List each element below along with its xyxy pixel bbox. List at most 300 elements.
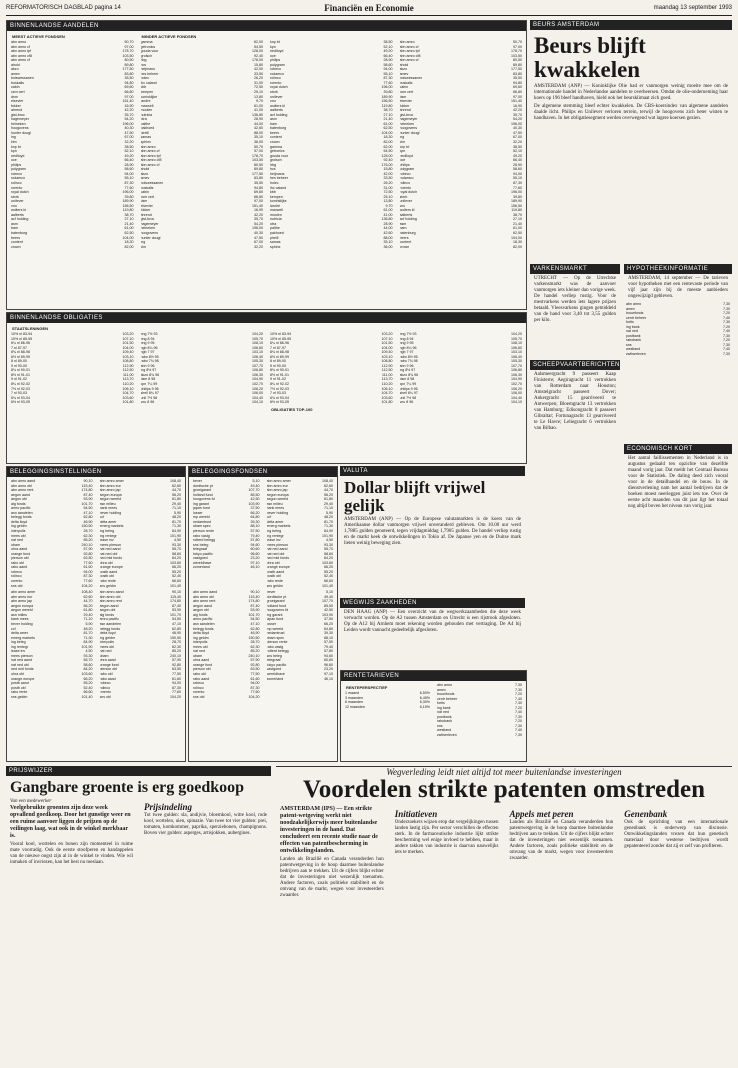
row-value: 101,40 — [322, 583, 333, 588]
row-value: 6,50% — [419, 691, 430, 695]
row-value: 35,10 — [254, 135, 263, 140]
row-label: ngb 8¼ 96 — [399, 345, 417, 350]
row-value: 94,60 — [250, 542, 260, 547]
row-label: cabin — [399, 85, 409, 90]
row-label: 6½ nl 93-05 — [270, 400, 289, 405]
row-value: 178,70 — [252, 153, 263, 158]
row-label: obam spec — [193, 524, 211, 529]
row-value: 7,40 — [515, 696, 522, 701]
row-value: 52,10 — [383, 44, 393, 49]
row-label: ing rentegr — [99, 533, 117, 538]
row-value: 90,10 — [172, 590, 181, 595]
row-value: 7,30 — [515, 701, 522, 706]
row-label: wolters kl — [399, 208, 415, 213]
table-row — [9, 695, 95, 700]
row-value: 55,70 — [172, 547, 181, 552]
rente-subheader: RENTEPERSPECTIEF — [346, 685, 388, 690]
row-label: ing beleg — [99, 529, 115, 534]
row-value: 40,30 — [254, 230, 263, 235]
row-label: amro pacific — [11, 506, 31, 511]
row-label: ccf — [11, 626, 16, 631]
row-value: 119,80 — [122, 208, 134, 213]
row-value: 49,40 — [324, 594, 333, 599]
row-label: sns obl — [11, 583, 23, 588]
row-label: content — [11, 240, 23, 245]
masthead — [6, 3, 732, 16]
row-value: 50,70 — [254, 144, 263, 149]
fondsen-table-4 — [265, 590, 336, 699]
table-row — [139, 400, 266, 405]
row-value: 54,50 — [250, 617, 260, 622]
row-value: 93,30 — [172, 542, 181, 547]
row-label: abn amro aand — [99, 590, 124, 595]
row-label: bng 8 94 — [399, 336, 414, 341]
row-value: 61,00 — [124, 226, 134, 231]
row-value: 36,00 — [383, 244, 393, 249]
row-value: 55,70 — [83, 658, 93, 663]
row-label: nedamtrust — [193, 519, 211, 524]
row-value: 174,80 — [81, 488, 93, 493]
row-label: 7 nl 93-03 — [270, 391, 286, 396]
row-label: nat ned — [626, 329, 638, 334]
row-value: 53,90 — [172, 608, 181, 613]
row-label: zomerland — [266, 676, 284, 681]
patenten-subhead-2: Appels met peren — [509, 809, 574, 819]
row-label: aegon aand — [99, 603, 119, 608]
row-label: aegon wereld — [99, 497, 122, 502]
row-value: 15,80 — [254, 62, 263, 67]
row-value: 150,50 — [170, 635, 181, 640]
row-value: 101,80 — [122, 400, 134, 405]
row-value: 62,50 — [124, 230, 134, 235]
row-value: 39,80 — [124, 194, 134, 199]
row-label: nat ned aand — [266, 547, 288, 552]
row-label: ahold — [399, 62, 409, 67]
row-value: 97,10 — [250, 560, 260, 565]
row-value: 96,60 — [324, 662, 333, 667]
beurs-headline: Beurs blijft kwakkelen — [534, 33, 646, 82]
table-row — [624, 352, 732, 357]
scheepvaart-header: SCHEEPVAARTBERICHTEN — [530, 360, 620, 370]
row-label: robeco — [11, 569, 22, 574]
row-value: 96,60 — [250, 551, 260, 556]
row-label: maxwell — [140, 103, 154, 108]
row-label: bever — [193, 479, 202, 483]
row-label: abn amro cf — [140, 149, 160, 154]
row-label: landré — [270, 203, 280, 208]
row-value: 107,10 — [122, 336, 134, 341]
row-value: 28,90 — [383, 221, 393, 226]
row-value: 196,00 — [381, 85, 393, 90]
row-value: 7,40 — [723, 347, 730, 352]
row-value: 21,40 — [124, 221, 134, 226]
row-value: 38,70 — [383, 108, 393, 113]
row-value: 156,50 — [381, 99, 393, 104]
row-value: 178,70 — [122, 49, 134, 54]
row-label: westland — [437, 728, 452, 733]
row-label: shell 8¼ 97 — [399, 391, 418, 396]
row-label: stork — [270, 90, 278, 95]
row-label: aegon aand — [11, 492, 30, 497]
row-label: sns obl — [99, 694, 111, 699]
row-label: abn 9 96 — [140, 363, 155, 368]
row-label: ohra obl — [99, 560, 113, 565]
row-value: 37,50 — [324, 617, 333, 622]
row-value: 101,80 — [381, 400, 393, 405]
row-label: postb aand — [266, 569, 285, 574]
row-label: japan fund — [193, 506, 210, 511]
row-value: 26,20 — [254, 76, 263, 81]
row-value: 106,60 — [511, 345, 522, 350]
row-value: 92,40 — [383, 158, 393, 163]
row-value: 105,30 — [511, 359, 522, 364]
row-value: 28,90 — [124, 162, 134, 167]
row-label: belegg fonds — [193, 626, 214, 631]
row-value: 87,30 — [124, 180, 134, 185]
row-label: vnu — [399, 203, 406, 208]
row-label: csm cert — [399, 90, 414, 95]
row-label: japan fund — [266, 617, 284, 622]
row-label: crown — [399, 244, 410, 249]
row-value: 5,90 — [326, 510, 333, 515]
row-value: 103,60 — [81, 671, 93, 676]
row-label: pierson obl — [193, 667, 211, 672]
row-label: rabo aand — [193, 676, 210, 681]
row-label: bank mees — [266, 506, 285, 511]
row-value: 77,60 — [124, 185, 134, 190]
row-label: dordtsche pt — [266, 594, 287, 599]
row-label: dsm 8 98 — [399, 377, 415, 382]
row-label: rabo obl — [11, 560, 24, 565]
row-value: 47,50 — [254, 235, 263, 240]
row-value: 18,30 — [513, 240, 522, 245]
row-label: ing geldm — [11, 524, 27, 529]
row-label: interpolis — [193, 640, 208, 645]
row-label: grolsch — [140, 53, 153, 58]
row-value: 16,90 — [513, 103, 522, 108]
row-label: 8¾ nl 88-98 — [11, 350, 30, 355]
row-label: ihc caland — [270, 185, 287, 190]
row-value: 6,15% — [419, 704, 430, 709]
row-value: 103,50 — [511, 53, 522, 58]
row-label: hunter dougl — [11, 130, 31, 135]
row-label: unilever — [11, 199, 24, 204]
hypotheek-body: AMSTERDAM, 14 september — De tarieven voor hypotheken met een rentevaste periode van vijf jaar zijn bij de meeste aanbieders ongewijzigd gebleven. — [628, 276, 728, 299]
row-label: sphinx — [140, 140, 151, 145]
row-value: 35,50 — [513, 76, 522, 81]
row-label: postb obl — [266, 574, 282, 579]
row-value: 196,00 — [511, 121, 522, 126]
row-value: 81,70 — [83, 631, 93, 636]
row-value: 106,20 — [252, 386, 263, 391]
beleggingsinstellingen-section — [6, 466, 186, 762]
patenten-headline: Voordelen strikte patenten omstreden — [302, 776, 706, 803]
row-label: klm — [11, 140, 17, 145]
row-label: centr beheer — [437, 696, 458, 701]
row-label: delta lloyd — [99, 631, 116, 636]
row-label: abn amro jap — [99, 488, 121, 493]
row-label: aegon wereld — [266, 497, 289, 502]
row-value: 106,40 — [252, 354, 263, 359]
row-label: bouwfonds — [626, 311, 644, 316]
row-value: 94,80 — [254, 185, 263, 190]
row-value: 150,50 — [248, 635, 260, 640]
row-label: telegraaf — [266, 658, 281, 663]
aandelen-table-3 — [268, 40, 395, 145]
row-value: 32,20 — [124, 140, 134, 145]
row-value: 71,30 — [83, 635, 93, 640]
row-value: 25,10 — [254, 90, 263, 95]
row-label: maxwell — [270, 208, 283, 213]
table-row — [343, 705, 432, 710]
row-value: 66,20 — [324, 621, 333, 626]
row-value: 97,00 — [254, 199, 263, 204]
row-value: 94,60 — [324, 653, 333, 658]
row-label: elsevier — [11, 99, 24, 104]
row-label: wolters kl — [270, 103, 285, 108]
row-label: aegon obl — [99, 608, 116, 613]
economisch-section — [624, 444, 732, 760]
row-value: 50,70 — [513, 40, 522, 44]
row-value: 60,60 — [324, 658, 333, 663]
row-label: nat ned — [99, 649, 112, 654]
obligaties-top-subheader: OBLIGATIES TOP-100 — [271, 406, 313, 412]
row-label: rabo aand — [11, 565, 28, 570]
row-value: 58,60 — [513, 167, 522, 172]
row-value: 103,10 — [122, 354, 134, 359]
row-label: hagemeyer — [399, 117, 418, 122]
row-value: 105,70 — [511, 336, 522, 341]
row-value: 94,00 — [513, 171, 522, 176]
beleggingsfondsen-header: BELEGGINGSFONDSEN — [189, 467, 337, 477]
row-value: 110,20 — [381, 382, 393, 387]
row-value: 136,80 — [381, 217, 393, 222]
obligaties-table-3 — [268, 332, 395, 405]
row-value: 66,20 — [83, 676, 93, 681]
row-label: kpn 7¼ 99 — [140, 382, 158, 387]
row-value: 136,80 — [252, 112, 263, 117]
row-label: ned mid fonds — [11, 667, 34, 672]
row-label: postbank — [626, 333, 641, 338]
row-label: abn amro amer — [266, 479, 291, 483]
row-label: robeco — [270, 67, 281, 72]
row-value: 189,90 — [511, 199, 522, 204]
row-value: 7,40 — [723, 329, 730, 334]
row-value: 4,50 — [85, 649, 93, 654]
row-label: 6 maanden — [345, 700, 363, 705]
row-value: 44,00 — [254, 121, 263, 126]
masthead-date: maandag 13 september 1993 — [653, 5, 732, 11]
row-label: ohra aand — [11, 547, 28, 552]
row-value: 104,10 — [511, 400, 522, 405]
row-value: 87,30 — [513, 180, 522, 185]
row-value: 49,20 — [383, 49, 393, 54]
row-label: heineken — [11, 121, 26, 126]
row-value: 52,40 — [324, 574, 333, 579]
valuta-section — [340, 466, 525, 594]
row-value: 151,40 — [252, 203, 263, 208]
row-label: pierson obl — [11, 556, 29, 561]
row-value: 39,80 — [513, 194, 522, 199]
row-value: 7,30 — [515, 714, 522, 719]
row-value: 7,40 — [723, 315, 730, 320]
row-label: samas — [140, 135, 152, 140]
row-value: 38,70 — [124, 212, 134, 217]
row-label: philips 9 96 — [140, 386, 159, 391]
row-value: 94,00 — [83, 569, 93, 574]
row-label: royal dutch — [11, 190, 29, 195]
row-label: rabo obl — [193, 671, 206, 676]
row-value: 27,10 — [383, 112, 393, 117]
prijswijzer-subhead: Prijsindeling — [144, 802, 193, 812]
prijswijzer-prices: Tot twee gulden: sla, andijvie, bloemkool, witte kool, rode kool, wortelen, uien, spinazie. Van twee tot vier gulden: prei, tomaten, komkommer, paprika, sperziebonen, champignons. Boven vier gulden: asperges, artisjokken, aubergines. — [144, 813, 267, 836]
row-value: 104,40 — [511, 395, 522, 400]
row-value: 62,30 — [83, 533, 93, 538]
row-label: wolters kl — [11, 208, 26, 213]
row-label: ing beleg — [266, 529, 282, 534]
beleg-table-3 — [9, 590, 95, 699]
row-label: hunter dougl — [399, 130, 420, 135]
row-label: cabin — [140, 190, 150, 195]
row-value: 71,30 — [324, 524, 333, 529]
row-label: ing garant — [266, 612, 283, 617]
row-value: 57,90 — [83, 547, 93, 552]
row-label: mp wereld — [193, 515, 210, 520]
row-label: hbg — [270, 162, 276, 167]
row-value: 156,50 — [511, 203, 522, 208]
row-value: 85,50 — [324, 603, 333, 608]
row-label: bng 9 95 — [399, 341, 414, 346]
row-value: 80,50 — [513, 58, 522, 63]
row-value: 47,50 — [513, 130, 522, 135]
row-value: 103,90 — [322, 612, 333, 617]
row-value: 83,80 — [124, 71, 134, 76]
row-value: 61,00 — [254, 103, 263, 108]
row-value: 28,90 — [513, 162, 522, 167]
row-label: koninklijke — [140, 94, 158, 99]
row-label: royal dutch — [270, 85, 288, 90]
row-label: samas — [270, 240, 281, 245]
row-value: 103,90 — [248, 501, 260, 506]
row-value: 93,30 — [83, 653, 93, 658]
row-label: mees pierson — [99, 542, 122, 547]
row-value: 84,90 — [83, 640, 93, 645]
row-value: 115,40 — [170, 594, 181, 599]
row-value: 62,80 — [172, 626, 181, 631]
row-value: 108,10 — [252, 341, 263, 346]
row-value: 82,00 — [513, 244, 522, 249]
row-value: 94,00 — [124, 171, 134, 176]
row-value: 94,00 — [250, 681, 260, 686]
row-value: 61,60 — [83, 565, 93, 570]
scheepvaart-body: Aalsmeergracht 9 passeert Kaap Finisterre; Aegiragracht 11 vertrokken van Rotterdam naar Houston; Amstelgracht passeert Dover; Ankergracht 15 gearriveerd te Antwerpen; Bloemgracht 13 vertrokken van Hamburg; Edisongracht 8 passeert Gibraltar; Fortunagracht 13 gearriveerd te Le Havre; Leliegracht 6 vertrokken van Bilbao. — [534, 372, 616, 431]
row-value: 81,70 — [172, 519, 181, 524]
row-label: rabo vastg — [266, 644, 284, 649]
row-label: ing — [11, 135, 16, 140]
row-label: rabo vastg — [193, 533, 210, 538]
row-value: 119,80 — [511, 208, 522, 213]
row-value: 52,10 — [124, 149, 134, 154]
row-label: content — [270, 135, 282, 140]
row-label: abn amro eur — [266, 483, 288, 488]
row-value: 112,50 — [381, 368, 393, 373]
row-value: 103,10 — [511, 350, 522, 355]
row-label: hoogovens fd — [193, 497, 215, 502]
row-value: 77,60 — [250, 690, 260, 695]
row-label: beers — [270, 130, 279, 135]
row-label: grolsch — [270, 158, 282, 163]
row-value: 62,60 — [172, 483, 181, 488]
row-value: 53,90 — [83, 497, 93, 502]
row-label: holland fund — [193, 492, 213, 497]
row-value: 89,80 — [124, 62, 134, 67]
row-value: 71,10 — [172, 506, 181, 511]
row-value: 35,70 — [254, 217, 263, 222]
row-value: 61,60 — [250, 676, 260, 681]
row-value: 174,80 — [170, 599, 181, 604]
row-value: 42,20 — [124, 108, 134, 113]
row-value: 110,20 — [122, 382, 134, 387]
patenten-body-2b: Landen als Brazilië en Canada veranderden hun patentwetgeving in de hoop daarmee buitenlandse bedrijven aan te trekken. Uit de cijfers blijkt echter dat de investeringen niet wezenlijk toenamen. Andere factoren, zoals politieke stabiliteit en de omvang van de markt, wegen voor investeerders zwaarder. — [509, 820, 614, 861]
row-label: akzo 8¾ 96 — [399, 372, 419, 377]
row-label: dsm 8 98 — [140, 377, 156, 382]
row-label: ahold — [11, 62, 20, 67]
aandelen-table-1 — [9, 40, 136, 145]
patenten-subhead-3: Genenbank — [624, 809, 668, 819]
row-label: amev — [399, 71, 409, 76]
row-label: content — [399, 240, 412, 245]
row-label: mees obl — [99, 644, 115, 649]
row-value: 7,30 — [723, 352, 730, 357]
row-value: 77,50 — [172, 671, 181, 676]
row-value: 112,50 — [122, 368, 134, 373]
row-label: 6½ nl 89-99 — [11, 354, 30, 359]
row-value: 106,30 — [511, 372, 522, 377]
row-label: boskalis — [11, 80, 24, 85]
row-value: 109,40 — [381, 350, 393, 355]
row-value: 108,10 — [511, 341, 522, 346]
row-label: vnu 8 96 — [399, 400, 414, 405]
row-label: getronics — [140, 44, 156, 49]
row-label: elsevier — [399, 99, 412, 104]
row-label: vastgoed — [266, 667, 282, 672]
prijswijzer-headline: Gangbare groente is erg goedkoop — [10, 779, 245, 796]
row-label: ing bank — [437, 705, 451, 710]
row-value: 108,40 — [322, 479, 333, 483]
row-value: 42,00 — [383, 171, 393, 176]
row-value: 7,30 — [515, 723, 522, 728]
row-label: wereldhave — [266, 671, 285, 676]
beurs-section — [530, 20, 732, 260]
row-value: 44,70 — [172, 488, 181, 493]
row-label: alg fonds — [99, 612, 115, 617]
row-value: 62,80 — [250, 626, 260, 631]
row-label: heineken — [399, 121, 415, 126]
row-label: mees obl — [193, 644, 208, 649]
row-value: 104,20 — [81, 583, 93, 588]
row-value: 104,20 — [170, 694, 181, 699]
row-label: 9 nl 90-00 — [11, 363, 27, 368]
row-label: moolen — [140, 108, 153, 113]
row-label: 8 nl 89-00 — [270, 359, 286, 364]
row-value: 29,40 — [324, 501, 333, 506]
row-label: 1 maand — [345, 691, 359, 695]
row-label: kbb — [140, 85, 147, 90]
row-label: knp bt — [399, 144, 410, 149]
aandelen-table-4 — [398, 40, 525, 145]
row-label: postb obl — [99, 574, 115, 579]
row-label: nat ned obl — [11, 662, 29, 667]
